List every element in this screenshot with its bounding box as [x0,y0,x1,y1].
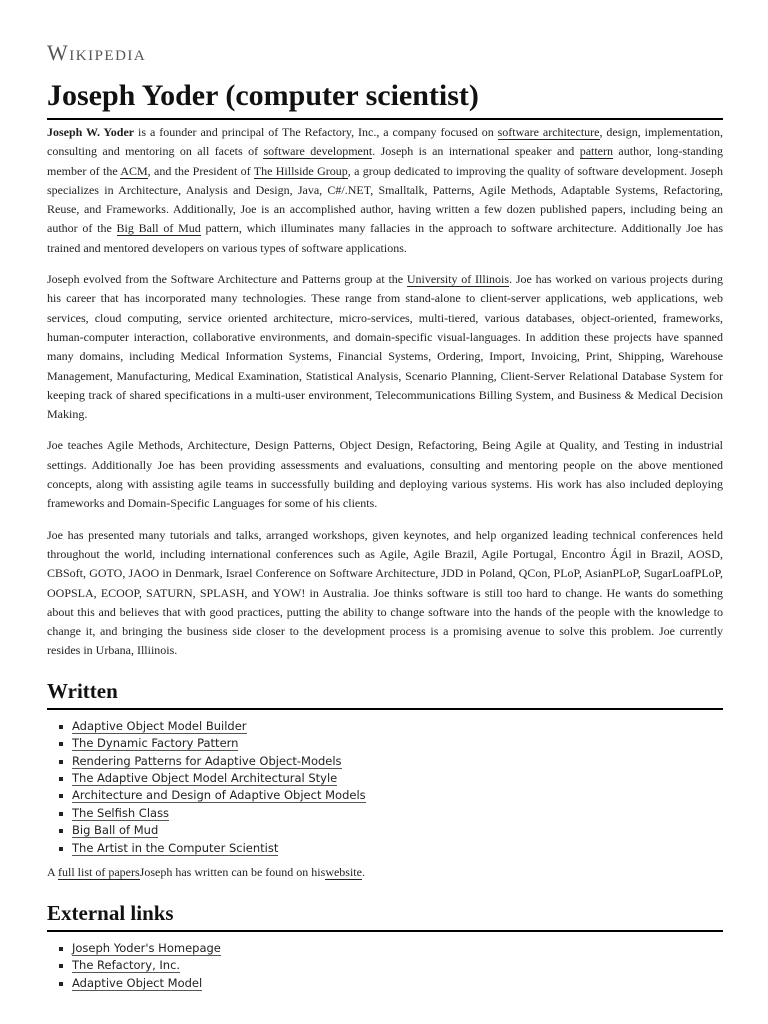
section-heading-external-links: External links [47,899,723,932]
external-links-list [47,940,723,992]
page-title: Joseph Yoder (computer scientist) [47,78,723,120]
written-list [47,718,723,857]
list-item[interactable]: Big Ball of Mud [72,822,723,839]
list-item[interactable]: The Artist in the Computer Scientist [72,840,723,857]
list-item[interactable]: Adaptive Object Model Builder [72,718,723,735]
link-website[interactable]: website [325,864,362,879]
list-item[interactable]: Joseph Yoder's Homepage [72,940,723,957]
link-big-ball-of-mud[interactable]: Big Ball of Mud [116,221,201,236]
link-full-list-of-papers[interactable]: full list of papers [58,864,140,879]
list-item[interactable]: The Adaptive Object Model Architectural Style [72,770,723,787]
wikipedia-logo[interactable]: Wikipedia [47,40,147,65]
papers-note: A full list of papersJoseph has written can be found on hiswebsite. [47,864,365,879]
paragraph-intro: Joseph W. Yoder is a founder and principal of The Refactory, Inc., a company focused on software architecture, design, implementation, consulting and mentoring on all facets of software development. Joseph is an international speaker and pattern author, long-standing member of the ACM, and the President of The Hillside Group, a group dedicated to improving the quality of software development. Joseph specializes in Architecture, Analysis and Design, Java, C#/.NET, Smalltalk, Patterns, Agile Methods, Adaptable Systems, Refactoring, Reuse, and Frameworks. Additionally, Joe is an accomplished author, having written a few dozen published papers, including being an author of the Big Ball of Mud pattern, which illuminates many fallacies in the approach to software architecture. Additionally Joe has trained and mentored developers on various types of software applications. [47,125,724,255]
list-item[interactable]: The Refactory, Inc. [72,957,723,974]
paragraph-career: Joseph evolved from the Software Architecture and Patterns group at the University of Illinois. Joe has worked on various projects during his career that has incorporated many technologies. These range from stand-alone to client-server applications, web applications, web services, cloud computing, service oriented architecture, micro-services, multi-tiered, various databases, object-oriented, frameworks, human-computer interaction, collaborative environments, and domain-specific visual-languages. In addition these projects have spanned many domains, including Medical Information Systems, Financial Systems, Ordering, Import, Invoicing, Print, Shipping, Warehouse Management, Manufacturing, Medical Examination, Statistical Analysis, Scenario Planning, Client-Server Relational Database System for keeping track of shared specifications in a multi-user environment, Telecommunications Billing System, and Business & Medical Decision Making. [47,272,724,422]
link-acm[interactable]: ACM [120,163,148,178]
list-item[interactable]: The Dynamic Factory Pattern [72,735,723,752]
list-item[interactable]: Adaptive Object Model [72,975,723,992]
link-university-of-illinois[interactable]: University of Illinois [406,272,510,287]
paragraph-conferences: Joe has presented many tutorials and talks, arranged workshops, given keynotes, and help organized leading technical conferences held throughout the world, including international conferences such as Agile, Agile Brazil, Agile Portugal, Encontro Ágil in Brazil, AOSD, CBSoft, GOTO, JAOO in Denmark, Israel Conference on Software Architecture, JDD in Poland, QCon, PLoP, AsianPLoP, SugarLoafPLoP, OOPSLA, ECOOP, SATURN, SPLASH, and YOW! in Australia. Joe thinks software is still too hard to change. He wants do something about this and believes that with good practices, putting the ability to change software into the hands of the people with the knowledge to change it, and bringing the business side closer to the development process is a promising avenue to solve this problem. Joe currently resides in Urbana, Illiinois. [47,527,723,658]
link-software-development[interactable]: software development [263,144,373,159]
link-pattern[interactable]: pattern [579,144,614,159]
list-item[interactable]: Rendering Patterns for Adaptive Object-Models [72,753,723,770]
subject-name: Joseph W. Yoder [47,125,135,139]
list-item[interactable]: Architecture and Design of Adaptive Object Models [72,787,723,804]
article-body [47,123,723,998]
section-heading-written: Written [47,677,723,710]
list-item[interactable]: The Selfish Class [72,805,723,822]
link-software-architecture[interactable]: software architecture [497,125,600,139]
paragraph-teaching: Joe teaches Agile Methods, Architecture, Design Patterns, Object Design, Refactoring, Being Agile at Quality, and Testing in industrial settings. Additionally Joe has been providing assessments and evaluations, consulting and mentoring people on the above mentioned concepts, along with assisting agile teams in successfully building and deploying various systems. His work has also included deploying frameworks and Domain-Specific Languages for some of his clients. [47,438,723,511]
link-hillside-group[interactable]: The Hillside Group [253,163,348,178]
